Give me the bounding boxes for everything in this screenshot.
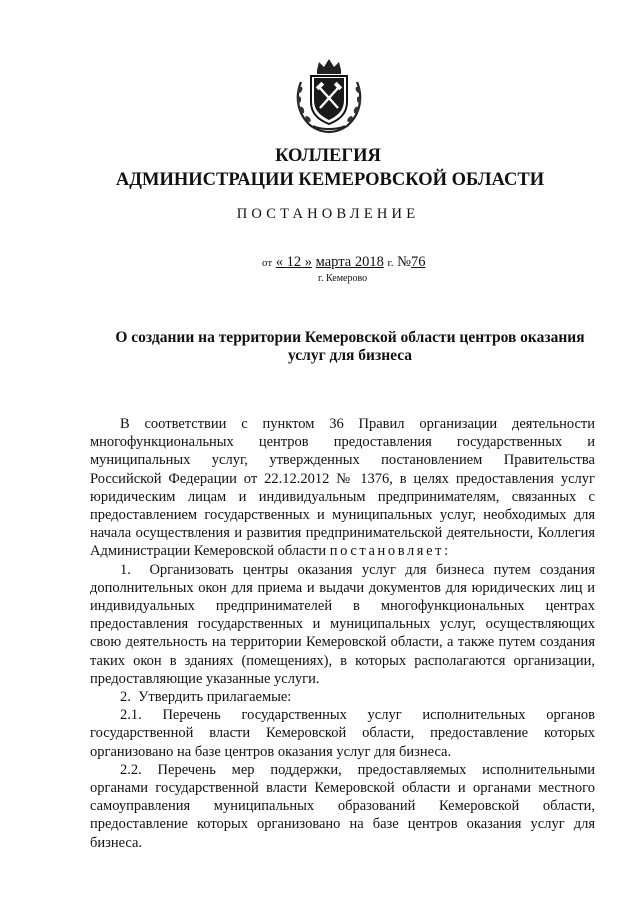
subject-line2: услуг для бизнеса [287,347,413,364]
date-day: 12 [286,254,302,270]
item-2-paragraph: 2. Утвердить прилагаемые: [120,689,292,706]
document-number: 76 [410,254,426,270]
item-1-paragraph: 1. Организовать центры оказания услуг для бизнеса путем создания дополнительных окон для приема и выдачи документов для юридических лиц и индивидуальных предпринимателей в многофункциональных центрах предоставления государственных и муниципальных услуг, осуществляющих свою деятельность на территории Кемеровской области, а также путем создания таких окон в зданиях (помещениях), в которых располагаются организации, предоставляющие указанные услуги. [90,561,595,687]
item-2-2-paragraph: 2.2. Перечень мер поддержки, предоставляемых исполнительными органами государственной власти Кемеровской области и органами местного самоуправления муниципальных образований Кемеровской области, предоставление которых организовано на базе центров оказания услуг для бизнеса. [90,761,595,851]
date-year-suffix: г. [387,257,394,269]
document-body [90,415,595,852]
org-name-line1: КОЛЛЕГИЯ [275,146,381,166]
document-subject [110,329,590,365]
org-name-line2: АДМИНИСТРАЦИИ КЕМЕРОВСКОЙ ОБЛАСТИ [115,170,545,190]
date-open-quote: « [275,254,284,270]
date-month-year: марта 2018 [315,254,384,270]
city: г. Кемерово [318,273,368,284]
subject-line1: О создании на территории Кемеровской области центров оказания [115,329,585,346]
preamble-paragraph: В соответствии с пунктом 36 Правил организации деятельности многофункциональных центров предоставления государственных и муниципальных услуг, утвержденных постановлением Правительства Российской Федерации от 22.12.2012 № 1376, в целях предоставления услуг юридическим лицам и индивидуальным предпринимателям, связанных с предоставлением государственных и муниципальных услуг, необходимых для начала осуществления и развития предпринимательской деятельности, Коллегия Администрации Кемеровской области постановляет: [90,416,595,560]
document-type: ПОСТАНОВЛЕНИЕ [236,206,420,222]
date-number-line [262,254,425,271]
date-close-quote: » [304,254,313,270]
kemerovo-coat-of-arms-icon [293,56,365,134]
item-2-1-paragraph: 2.1. Перечень государственных услуг исполнительных органов государственной власти Кемеровской области, предоставление которых организовано на базе центров оказания услуг для бизнеса. [90,707,595,760]
date-prefix: от [262,257,273,269]
number-label: № [397,254,411,270]
decree-word: постановляет [329,543,445,560]
